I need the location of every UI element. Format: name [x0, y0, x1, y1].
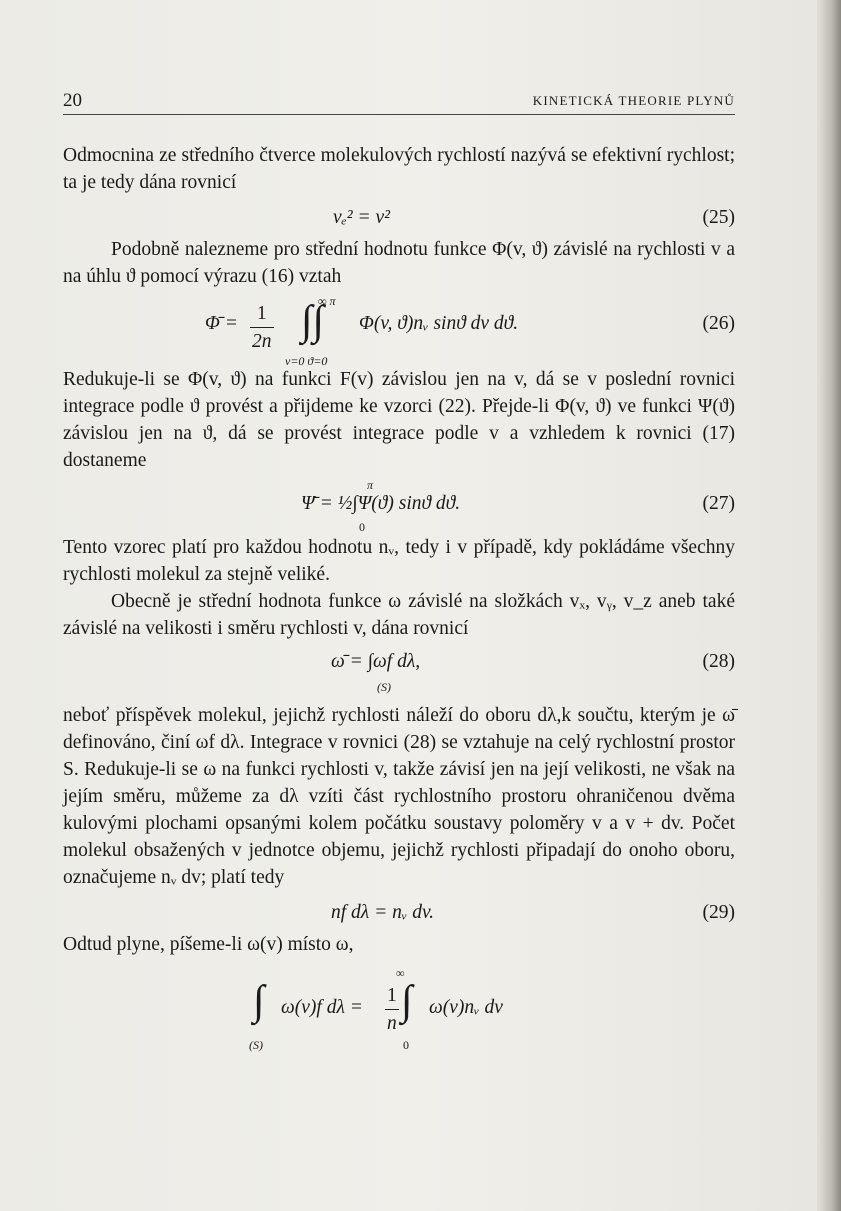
- paragraph-6: neboť příspěvek molekul, jejichž rychlosti náleží do oboru dλ,k součtu, kterým je ω̄ definováno, činí ωf dλ. Integrace v rovnici (28) se vztahuje na celý rychlostní prostor S. Redukuje-li se ω na funkci rychlosti v, takže závisí jen na její velikosti, ne však na jejím směru, můžeme za dλ vzíti část rychlostního prostoru ohraničenou dvěma kulovými plochami opsanými kolem počátku soustavy poloměry v a v + dv. Počet molekul obsažených v jednotce objemu, jejichž rychlosti připadají do onoho oboru, označujeme nᵥ dv; platí tedy: [63, 705, 735, 888]
- equation-26: [63, 292, 735, 368]
- double-integral-sign: ∫∫: [301, 298, 325, 344]
- right-integral-sign: ∫: [401, 978, 413, 1024]
- equation-29-number: (29): [702, 902, 735, 923]
- equation-26-lhs: Φ̄ =: [205, 313, 238, 334]
- equation-26-lower-limits: v=0 ϑ=0: [285, 354, 328, 368]
- equation-final-frac-top: 1: [385, 982, 399, 1010]
- equation-25-number: (25): [702, 207, 735, 228]
- paragraph-3: Redukuje-li se Φ(v, ϑ) na funkci F(v) závislou jen na v, dá se v poslední rovnici integrace podle ϑ provést a přijdeme ke vzorci (22). Přejde-li Φ(v, ϑ) ve funkci Ψ(ϑ) závislou jen na ϑ, dá se provést integrace podle v a vzhledem k rovnici (17) dostaneme: [63, 369, 735, 471]
- equation-25-math: vₑ² = v²: [333, 207, 391, 228]
- equation-27-upper-limit: π: [367, 478, 374, 492]
- equation-final-right-upper: ∞: [396, 966, 405, 980]
- equation-final: [63, 960, 735, 1056]
- equation-26-frac-top: 1: [250, 300, 274, 328]
- page-number: 20: [63, 90, 82, 111]
- equation-27-number: (27): [702, 493, 735, 514]
- equation-28-number: (28): [702, 651, 735, 672]
- paragraph-2: Podobně nalezneme pro střední hodnotu funkce Φ(v, ϑ) závislé na rychlosti v a na úhlu ϑ pomocí výrazu (16) vztah: [63, 239, 735, 287]
- equation-28-math: ω̄ = ∫ωf dλ,: [331, 651, 421, 672]
- equation-27-lower-limit: 0: [359, 520, 365, 534]
- equation-27-math: Ψ̄ = ½∫Ψ(ϑ) sinϑ dϑ.: [301, 493, 461, 514]
- paragraph-7: Odtud plyne, píšeme-li ω(v) místo ω,: [63, 934, 354, 955]
- equation-26-number: (26): [702, 313, 735, 334]
- paragraph-5: Obecně je střední hodnota funkce ω závislé na složkách vₓ, vᵧ, v_z aneb také závislé na velikosti i směru rychlosti v, dána rovnicí: [63, 591, 735, 639]
- equation-26-fraction: [250, 300, 274, 355]
- page-edge-shadow: [817, 0, 841, 1211]
- equation-final-frac-bot: n: [387, 1013, 397, 1034]
- running-title: KINETICKÁ THEORIE PLYNŮ: [532, 93, 735, 108]
- equation-final-left-lower: (S): [249, 1038, 263, 1052]
- equation-final-left-integrand: ω(v)f dλ =: [281, 997, 363, 1018]
- page-header: [63, 90, 735, 115]
- equation-final-fraction: [385, 982, 399, 1037]
- equation-28: [63, 644, 735, 700]
- equation-28-lower-limit: (S): [377, 680, 391, 694]
- paragraph-4: Tento vzorec platí pro každou hodnotu nᵥ, tedy i v případě, kdy pokládáme všechny rychlosti molekul za stejně veliké.: [63, 537, 735, 585]
- equation-final-right-integrand: ω(v)nᵥ dv: [429, 997, 503, 1018]
- equation-26-upper-limits: ∞ π: [318, 294, 336, 308]
- equation-29: [63, 893, 735, 929]
- equation-25: [63, 198, 735, 234]
- equation-final-right-lower: 0: [403, 1038, 409, 1052]
- page-body: [63, 142, 735, 1058]
- equation-26-frac-bot: 2n: [252, 331, 272, 352]
- equation-29-math: nf dλ = nᵥ dv.: [331, 902, 435, 923]
- paragraph-1: Odmocnina ze středního čtverce molekulových rychlostí nazývá se efektivní rychlost; ta je tedy dána rovnicí: [63, 145, 735, 193]
- left-integral-sign: ∫: [253, 978, 265, 1024]
- equation-27: [63, 476, 735, 532]
- equation-26-integrand: Φ(v, ϑ)nᵥ sinϑ dv dϑ.: [359, 313, 519, 334]
